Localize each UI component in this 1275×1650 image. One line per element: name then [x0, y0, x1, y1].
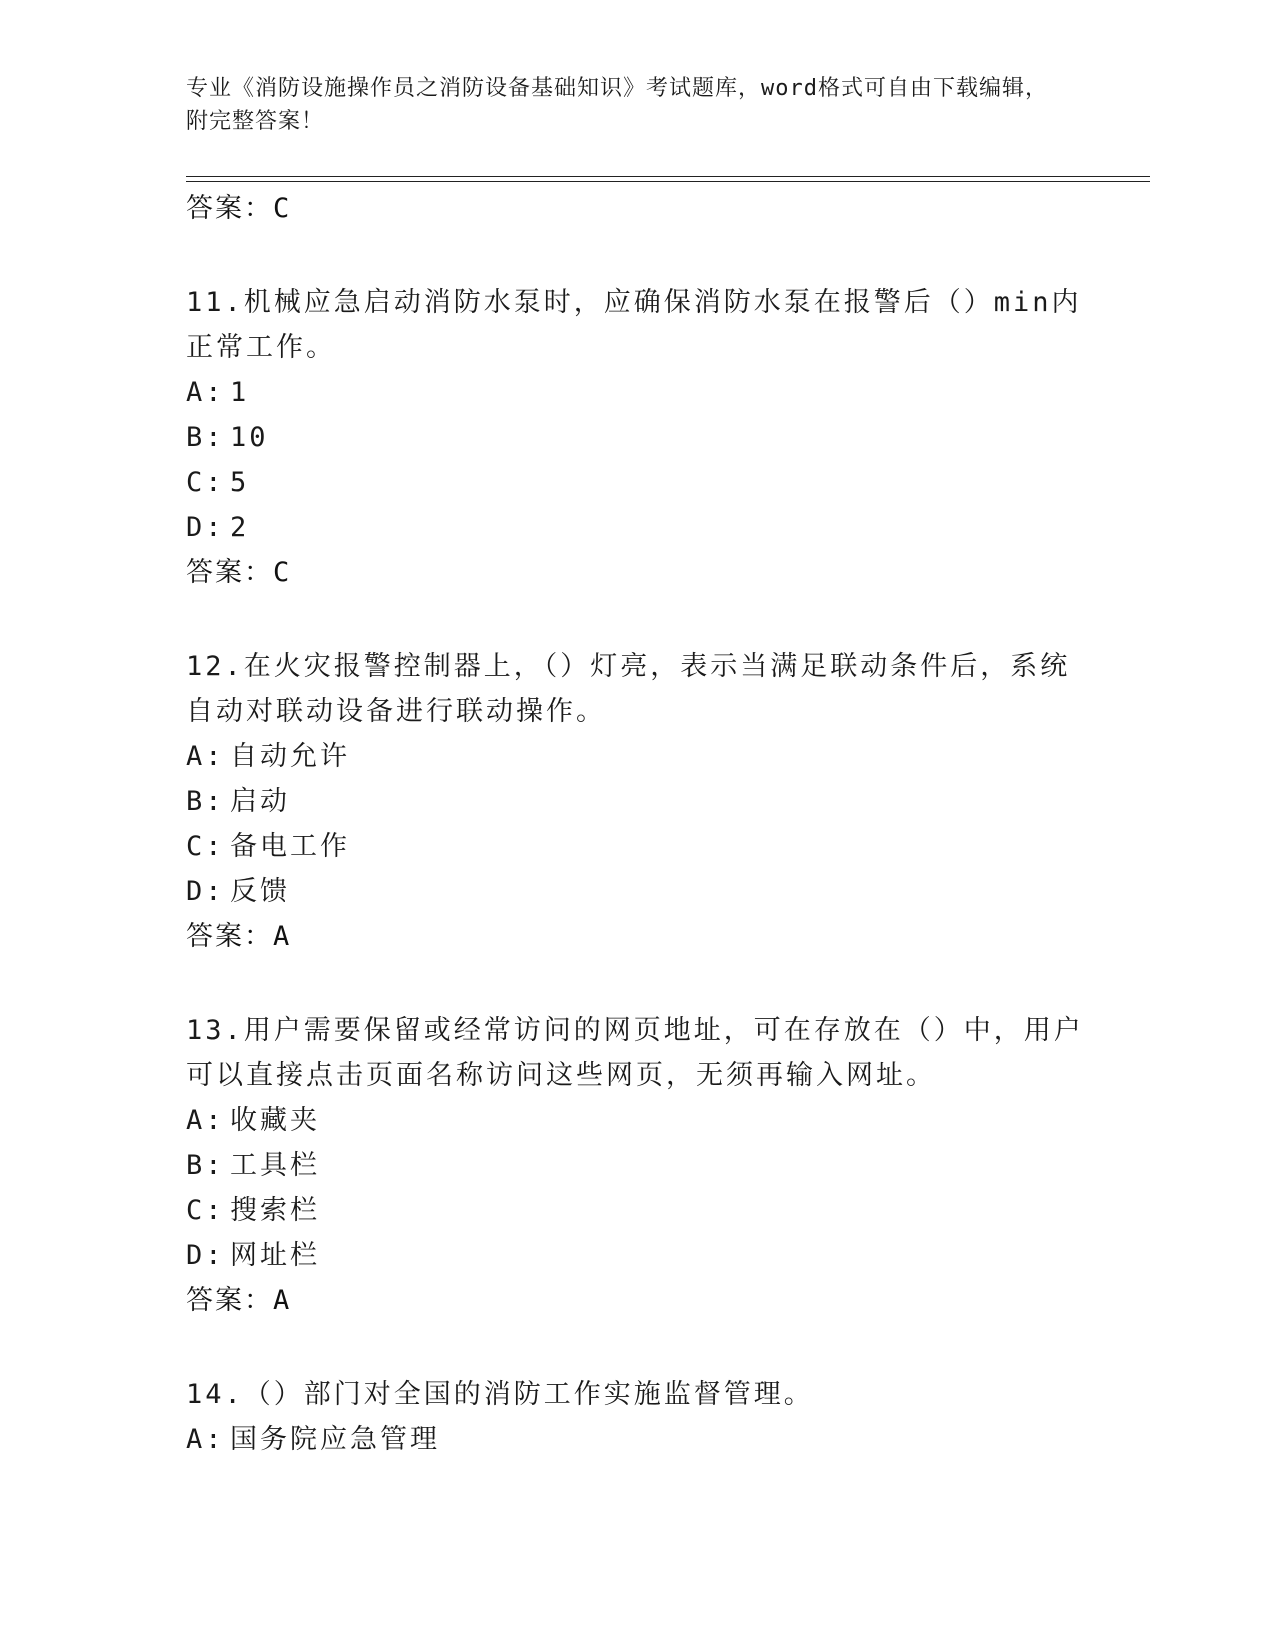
option-b — [186, 1143, 1086, 1188]
option-d — [186, 1233, 1086, 1278]
header-divider-top — [186, 176, 1150, 177]
option-d — [186, 869, 1086, 914]
previous-answer: 答案：C — [186, 193, 292, 224]
option-key: A: — [186, 1424, 225, 1455]
option-value: 国务院应急管理 — [230, 1424, 440, 1455]
option-key: B: — [186, 1150, 225, 1181]
question-13 — [186, 1008, 1086, 1323]
option-value: 反馈 — [230, 876, 290, 907]
option-a — [186, 1417, 1086, 1462]
option-value: 启动 — [230, 786, 290, 817]
question-list — [186, 186, 1086, 1462]
option-value: 自动允许 — [230, 741, 350, 772]
option-value: 工具栏 — [230, 1150, 320, 1181]
option-value: 2 — [230, 512, 250, 543]
option-b — [186, 779, 1086, 824]
option-value: 1 — [230, 377, 250, 408]
answer: 答案：A — [186, 1285, 292, 1316]
option-value: 搜索栏 — [230, 1195, 320, 1226]
option-key: C: — [186, 831, 225, 862]
option-value: 10 — [230, 422, 269, 453]
option-key: C: — [186, 467, 225, 498]
option-key: C: — [186, 1195, 225, 1226]
option-a — [186, 1098, 1086, 1143]
option-key: B: — [186, 422, 225, 453]
option-key: D: — [186, 876, 225, 907]
header-divider-bottom — [186, 181, 1150, 182]
answer: 答案：A — [186, 921, 292, 952]
question-text: 14.（）部门对全国的消防工作实施监督管理。 — [186, 1379, 814, 1410]
question-14 — [186, 1372, 1086, 1462]
question-11 — [186, 280, 1086, 595]
option-a — [186, 734, 1086, 779]
option-value: 收藏夹 — [230, 1105, 320, 1136]
option-key: A: — [186, 1105, 225, 1136]
question-12 — [186, 644, 1086, 959]
option-b — [186, 415, 1086, 460]
option-c — [186, 1188, 1086, 1233]
option-key: B: — [186, 786, 225, 817]
option-value: 5 — [230, 467, 250, 498]
option-value: 备电工作 — [230, 831, 350, 862]
option-key: A: — [186, 741, 225, 772]
option-a — [186, 370, 1086, 415]
option-value: 网址栏 — [230, 1240, 320, 1271]
option-c — [186, 824, 1086, 869]
answer: 答案：C — [186, 557, 292, 588]
option-key: D: — [186, 512, 225, 543]
option-c — [186, 460, 1086, 505]
question-text: 12.在火灾报警控制器上，（）灯亮，表示当满足联动条件后，系统自动对联动设备进行联动操作。 — [186, 651, 1071, 727]
option-d — [186, 505, 1086, 550]
question-text: 11.机械应急启动消防水泵时，应确保消防水泵在报警后（）min内正常工作。 — [186, 287, 1082, 363]
option-key: A: — [186, 377, 225, 408]
option-key: D: — [186, 1240, 225, 1271]
question-text: 13.用户需要保留或经常访问的网页地址，可在存放在（）中，用户可以直接点击页面名称访问这些网页，无须再输入网址。 — [186, 1015, 1084, 1091]
document-header: 专业《消防设施操作员之消防设备基础知识》考试题库，word格式可自由下载编辑，附完整答案！ — [186, 76, 1048, 134]
